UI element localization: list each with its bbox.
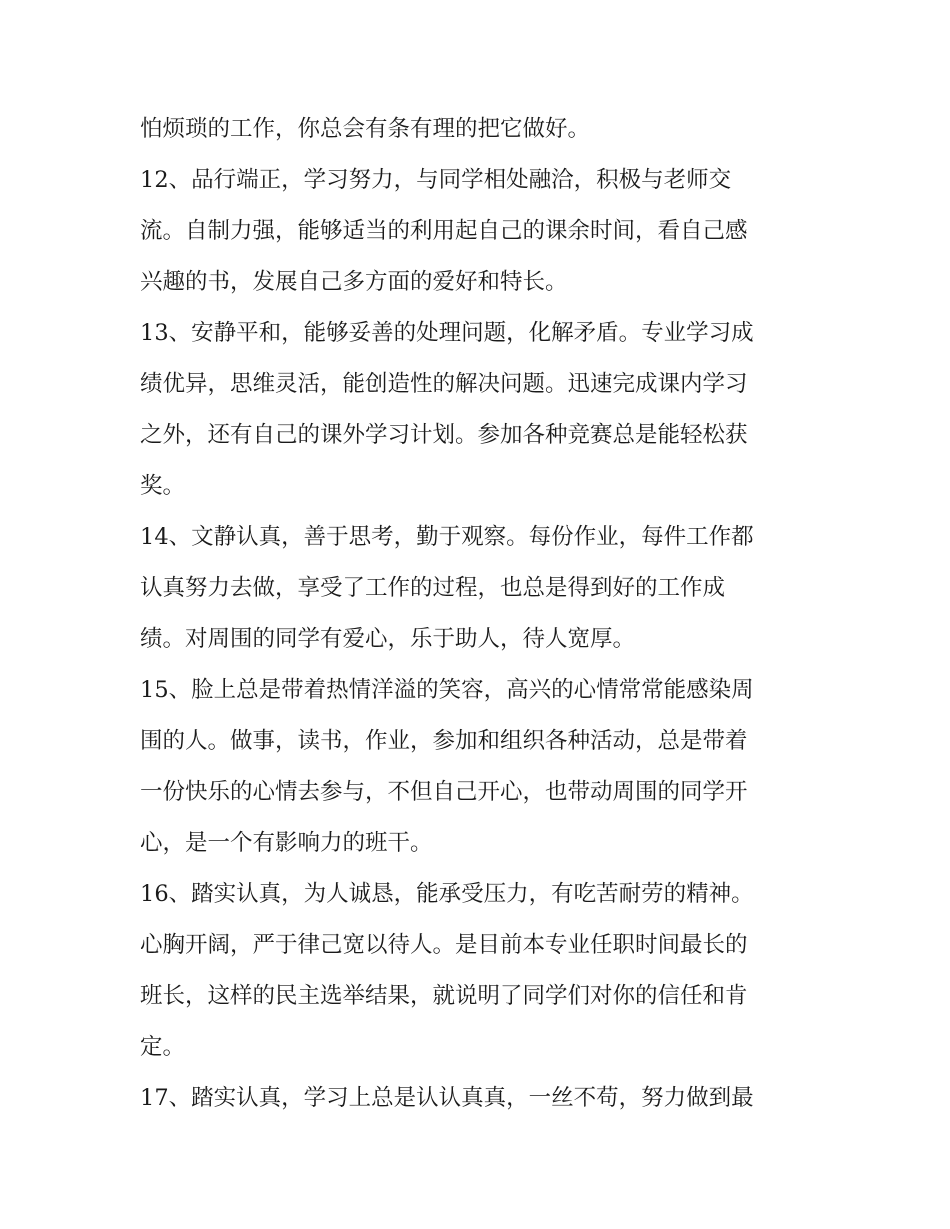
text-line: 之外，还有自己的课外学习计划。参加各种竞赛总是能轻松获 [140, 422, 748, 448]
text-line: 16、踏实认真，为人诚恳，能承受压力，有吃苦耐劳的精神。 [140, 881, 754, 907]
text-line: 14、文静认真，善于思考，勤于观察。每份作业，每件工作都 [140, 524, 754, 550]
text-line: 15、脸上总是带着热情洋溢的笑容，高兴的心情常常能感染周 [140, 677, 754, 703]
text-line: 流。自制力强，能够适当的利用起自己的课余时间，看自己感 [140, 218, 748, 244]
text-line: 12、品行端正，学习努力，与同学相处融洽，积极与老师交 [140, 167, 732, 193]
text-line: 17、踏实认真，学习上总是认认真真，一丝不苟，努力做到最 [140, 1085, 754, 1111]
text-line: 一份快乐的心情去参与，不但自己开心，也带动周围的同学开 [140, 779, 748, 805]
text-line: 13、安静平和，能够妥善的处理问题，化解矛盾。专业学习成 [140, 320, 754, 346]
text-line: 认真努力去做，享受了工作的过程，也总是得到好的工作成 [140, 575, 726, 601]
text-line: 围的人。做事，读书，作业，参加和组织各种活动，总是带着 [140, 728, 748, 754]
text-line: 绩优异，思维灵活，能创造性的解决问题。迅速完成课内学习 [140, 371, 748, 397]
text-line: 兴趣的书，发展自己多方面的爱好和特长。 [140, 269, 568, 295]
text-line: 绩。对周围的同学有爱心，乐于助人，待人宽厚。 [140, 626, 636, 652]
text-line: 心胸开阔，严于律己宽以待人。是目前本专业任职时间最长的 [140, 932, 748, 958]
text-line: 班长，这样的民主选举结果，就说明了同学们对你的信任和肯 [140, 983, 748, 1009]
text-line: 奖。 [140, 473, 186, 499]
text-line: 定。 [140, 1034, 186, 1060]
document-body [140, 108, 820, 1128]
text-line: 心，是一个有影响力的班干。 [140, 830, 433, 856]
text-line: 怕烦琐的工作，你总会有条有理的把它做好。 [140, 116, 591, 142]
